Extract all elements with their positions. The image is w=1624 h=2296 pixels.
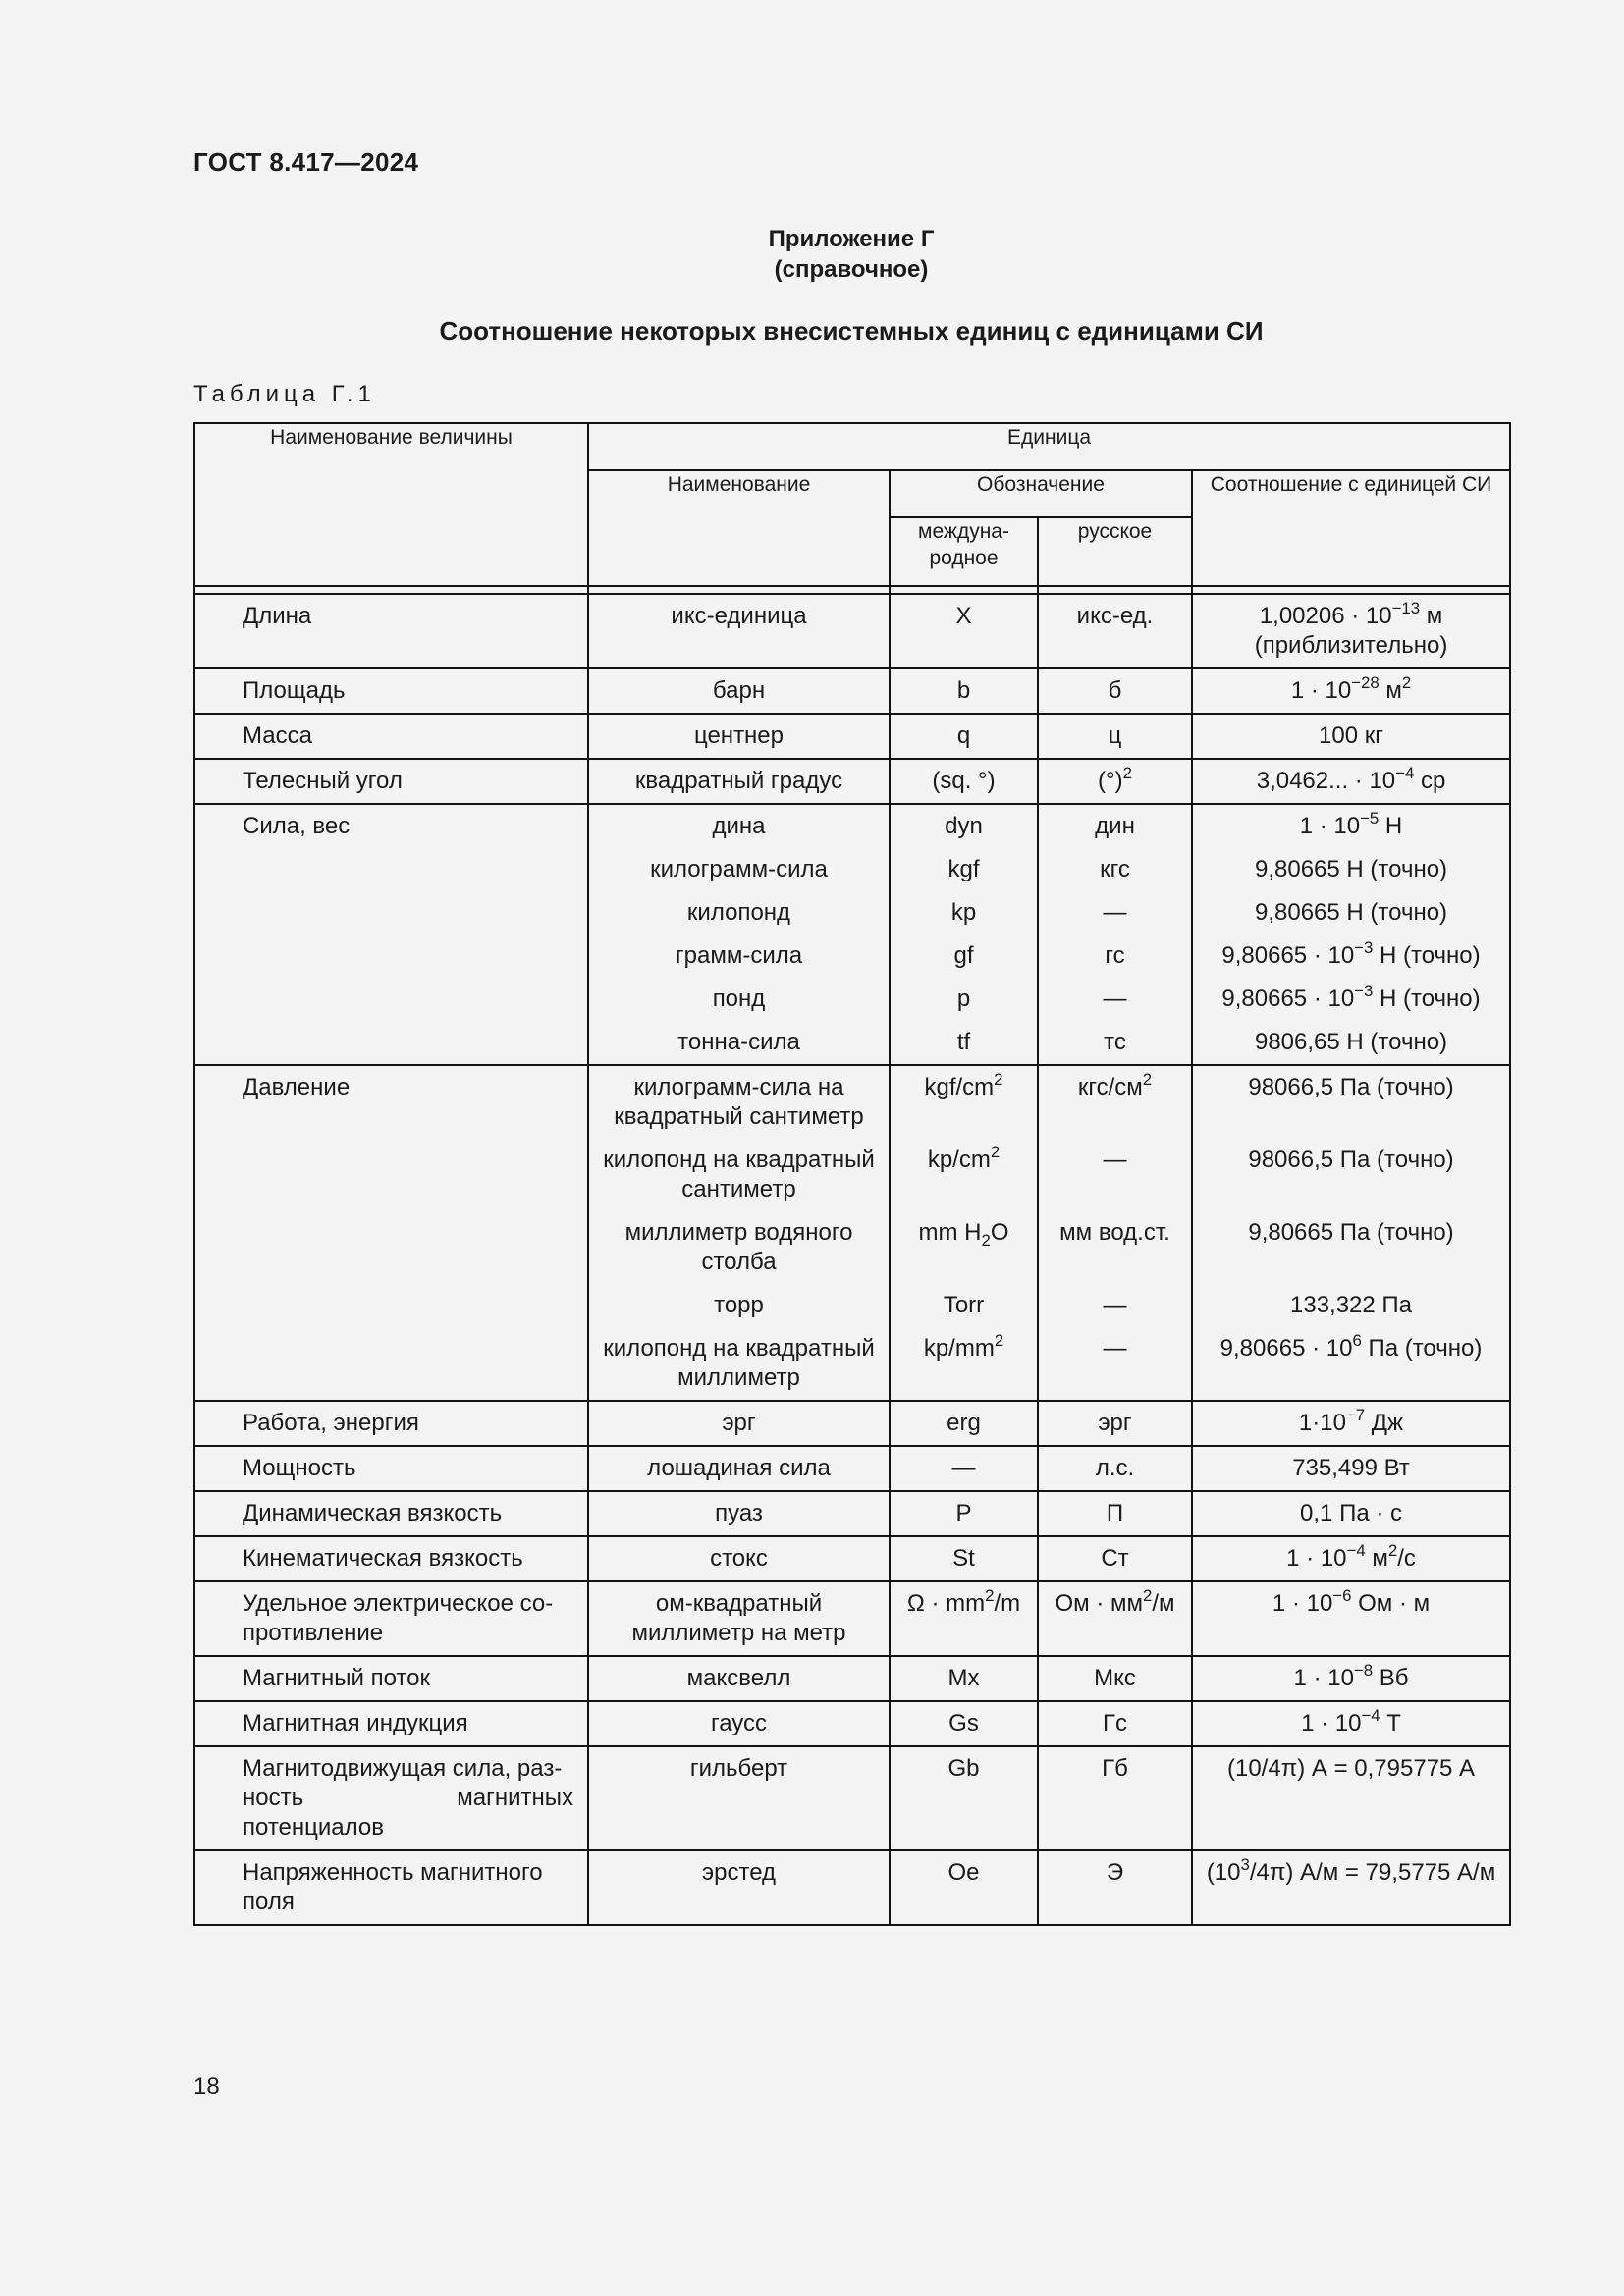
intl-designation-cell: Gs [890, 1701, 1038, 1746]
si-relation-cell: 100 кг [1192, 714, 1510, 759]
table-row [194, 1446, 1510, 1491]
intl-designation-cell: q [890, 714, 1038, 759]
rus-designation-cell: л.с. [1038, 1446, 1192, 1491]
quantity-cell: Мощность [194, 1446, 588, 1491]
rus-designation-cell: — [1038, 1327, 1192, 1401]
table-row [194, 668, 1510, 714]
rus-designation-cell: П [1038, 1491, 1192, 1536]
intl-designation-cell: Oe [890, 1850, 1038, 1925]
intl-designation-cell: gf [890, 934, 1038, 978]
rus-designation-cell: Гб [1038, 1746, 1192, 1850]
unit-name-cell: дина [588, 804, 890, 848]
unit-name-cell: миллиметр водяного столба [588, 1211, 890, 1284]
si-relation-cell: $(10^3/4\pi) А/м = 79,5775$ А/м [1192, 1850, 1510, 1925]
quantity-cell: Напряженность магнитного поля [194, 1850, 588, 1925]
table-row [194, 1581, 1510, 1656]
header-unit-name: Наименование [588, 470, 890, 586]
si-relation-cell: $1 \cdot 10^{-4}$ $м^2/с$ [1192, 1536, 1510, 1581]
unit-name-cell: килограмм-сила [588, 848, 890, 891]
si-relation-cell: $1 \cdot 10^{-4}$ Т [1192, 1701, 1510, 1746]
intl-designation-cell: — [890, 1446, 1038, 1491]
si-relation-cell: $9,80665 \cdot 10^6$ Па (точно) [1192, 1327, 1510, 1401]
quantity-cell: Магнитный поток [194, 1656, 588, 1701]
unit-name-cell: понд [588, 978, 890, 1021]
section-title: Соотношение некоторых внесистемных единиц с единицами СИ [439, 316, 1264, 346]
header-designation: Обозначение [890, 470, 1192, 517]
quantity-cell: Магнитодвижущая сила, раз- ность магнитных потенциалов [194, 1746, 588, 1850]
unit-name-cell: лошадиная сила [588, 1446, 890, 1491]
si-relation-cell: $9,80665 \cdot 10^{-3}$ Н (точно) [1192, 978, 1510, 1021]
table-row [194, 1401, 1510, 1446]
quantity-cell: Динамическая вязкость [194, 1491, 588, 1536]
unit-name-cell: килопонд на квадратный миллиметр [588, 1327, 890, 1401]
rus-designation-cell: (°)$^2$ [1038, 759, 1192, 804]
si-relation-cell: $9,80665 \cdot 10^{-3}$ Н (точно) [1192, 934, 1510, 978]
header-quantity: Наименование величины [194, 423, 588, 586]
intl-designation-cell: dyn [890, 804, 1038, 848]
si-relation-cell: 133,322 Па [1192, 1284, 1510, 1327]
rus-designation-cell: кгс/$см^2$ [1038, 1065, 1192, 1139]
rus-designation-cell: — [1038, 1139, 1192, 1211]
quantity-cell: Сила, вес [194, 804, 588, 1065]
quantity-cell: Магнитная индукция [194, 1701, 588, 1746]
table-row [194, 1850, 1510, 1925]
table-row [194, 1065, 1510, 1139]
si-relation-cell: 3,0462... · $10^{-4}$ ср [1192, 759, 1510, 804]
rus-designation-cell: б [1038, 668, 1192, 714]
appendix-heading [0, 224, 1624, 285]
table-row [194, 594, 1510, 668]
appendix-title: Приложение Г [768, 226, 935, 252]
rus-designation-cell: Ст [1038, 1536, 1192, 1581]
si-relation-cell: $1 \cdot 10^{-28}$ $м^2$ [1192, 668, 1510, 714]
unit-name-cell: килограмм-сила на квадратный сантиметр [588, 1065, 890, 1139]
header-relation: Соотношение с единицей СИ [1192, 470, 1510, 586]
si-relation-cell: $1\cdot 10^{-7}$ Дж [1192, 1401, 1510, 1446]
table-row [194, 804, 1510, 848]
si-relation-cell: $1 \cdot 10^{-8}$ Вб [1192, 1656, 1510, 1701]
appendix-type: (справочное) [774, 256, 929, 283]
intl-designation-cell: X [890, 594, 1038, 668]
si-relation-cell: $1,00206 \cdot 10^{-13}$ м (приблизительно) [1192, 594, 1510, 668]
intl-designation-cell: Mx [890, 1656, 1038, 1701]
unit-name-cell: икс-единица [588, 594, 890, 668]
intl-designation-cell: b [890, 668, 1038, 714]
quantity-cell: Давление [194, 1065, 588, 1401]
rus-designation-cell: тс [1038, 1021, 1192, 1065]
unit-name-cell: центнер [588, 714, 890, 759]
intl-designation-cell: St [890, 1536, 1038, 1581]
table-row [194, 1536, 1510, 1581]
table-row [194, 1656, 1510, 1701]
intl-designation-cell: kp [890, 891, 1038, 934]
unit-name-cell: грамм-сила [588, 934, 890, 978]
intl-designation-cell: p [890, 978, 1038, 1021]
si-relation-cell: 9,80665 Па (точно) [1192, 1211, 1510, 1284]
quantity-cell: Масса [194, 714, 588, 759]
header-russian: русское [1038, 517, 1192, 586]
unit-name-cell: стокс [588, 1536, 890, 1581]
unit-name-cell: барн [588, 668, 890, 714]
si-relation-cell: (10/4π) А = 0,795775 А [1192, 1746, 1510, 1850]
quantity-cell: Телесный угол [194, 759, 588, 804]
unit-name-cell: эрстед [588, 1850, 890, 1925]
si-relation-cell: $1 \cdot 10^{-6}$ Ом · м [1192, 1581, 1510, 1656]
quantity-cell: Длина [194, 594, 588, 668]
intl-designation-cell: $kp/cm^2$ [890, 1139, 1038, 1211]
header-separator [194, 586, 1510, 594]
rus-designation-cell: кгс [1038, 848, 1192, 891]
rus-designation-cell: Мкс [1038, 1656, 1192, 1701]
unit-name-cell: ом-квадратный миллиметр на метр [588, 1581, 890, 1656]
header-international: междуна- родное [890, 517, 1038, 586]
si-relation-cell: 735,499 Вт [1192, 1446, 1510, 1491]
unit-name-cell: торр [588, 1284, 890, 1327]
rus-designation-cell: Ом · $мм^2/м$ [1038, 1581, 1192, 1656]
page-number: 18 [193, 2073, 220, 2100]
rus-designation-cell: ц [1038, 714, 1192, 759]
quantity-cell: Работа, энергия [194, 1401, 588, 1446]
header-unit: Единица [588, 423, 1510, 470]
quantity-cell: Площадь [194, 668, 588, 714]
unit-name-cell: эрг [588, 1401, 890, 1446]
intl-designation-cell: (sq. °) [890, 759, 1038, 804]
intl-designation-cell: Torr [890, 1284, 1038, 1327]
unit-name-cell: максвелл [588, 1656, 890, 1701]
si-relation-cell: 98066,5 Па (точно) [1192, 1065, 1510, 1139]
si-relation-cell: 9,80665 Н (точно) [1192, 848, 1510, 891]
rus-designation-cell: — [1038, 978, 1192, 1021]
quantity-cell: Удельное электрическое со- противление [194, 1581, 588, 1656]
intl-designation-cell: $kp/mm^2$ [890, 1327, 1038, 1401]
intl-designation-cell: erg [890, 1401, 1038, 1446]
quantity-cell: Кинематическая вязкость [194, 1536, 588, 1581]
intl-designation-cell: mm $H_2O$ [890, 1211, 1038, 1284]
si-relation-cell: 98066,5 Па (точно) [1192, 1139, 1510, 1211]
table-body [194, 586, 1510, 1925]
table-row [194, 759, 1510, 804]
unit-name-cell: квадратный градус [588, 759, 890, 804]
intl-designation-cell: P [890, 1491, 1038, 1536]
table-label: Таблица Г.1 [193, 381, 376, 407]
rus-designation-cell: — [1038, 891, 1192, 934]
unit-name-cell: килопонд на квадратный сантиметр [588, 1139, 890, 1211]
unit-name-cell: килопонд [588, 891, 890, 934]
rus-designation-cell: гс [1038, 934, 1192, 978]
unit-name-cell: гаусс [588, 1701, 890, 1746]
si-relation-cell: $1 \cdot 10^{-5}$ Н [1192, 804, 1510, 848]
rus-designation-cell: мм вод.ст. [1038, 1211, 1192, 1284]
si-relation-cell: 9806,65 Н (точно) [1192, 1021, 1510, 1065]
rus-designation-cell: икс-ед. [1038, 594, 1192, 668]
si-relation-cell: 9,80665 Н (точно) [1192, 891, 1510, 934]
document-code: ГОСТ 8.417—2024 [193, 147, 419, 177]
table-row [194, 714, 1510, 759]
rus-designation-cell: эрг [1038, 1401, 1192, 1446]
unit-name-cell: пуаз [588, 1491, 890, 1536]
table-row [194, 1701, 1510, 1746]
rus-designation-cell: Гс [1038, 1701, 1192, 1746]
intl-designation-cell: kgf/$cm^2$ [890, 1065, 1038, 1139]
intl-designation-cell: tf [890, 1021, 1038, 1065]
table-row [194, 1746, 1510, 1850]
intl-designation-cell: kgf [890, 848, 1038, 891]
intl-designation-cell: $\Omega \cdot mm^2/m$ [890, 1581, 1038, 1656]
rus-designation-cell: Э [1038, 1850, 1192, 1925]
unit-name-cell: тонна-сила [588, 1021, 890, 1065]
table-row [194, 1491, 1510, 1536]
rus-designation-cell: — [1038, 1284, 1192, 1327]
rus-designation-cell: дин [1038, 804, 1192, 848]
si-relation-cell: 0,1 Па · с [1192, 1491, 1510, 1536]
intl-designation-cell: Gb [890, 1746, 1038, 1850]
units-table [193, 422, 1511, 1926]
unit-name-cell: гильберт [588, 1746, 890, 1850]
